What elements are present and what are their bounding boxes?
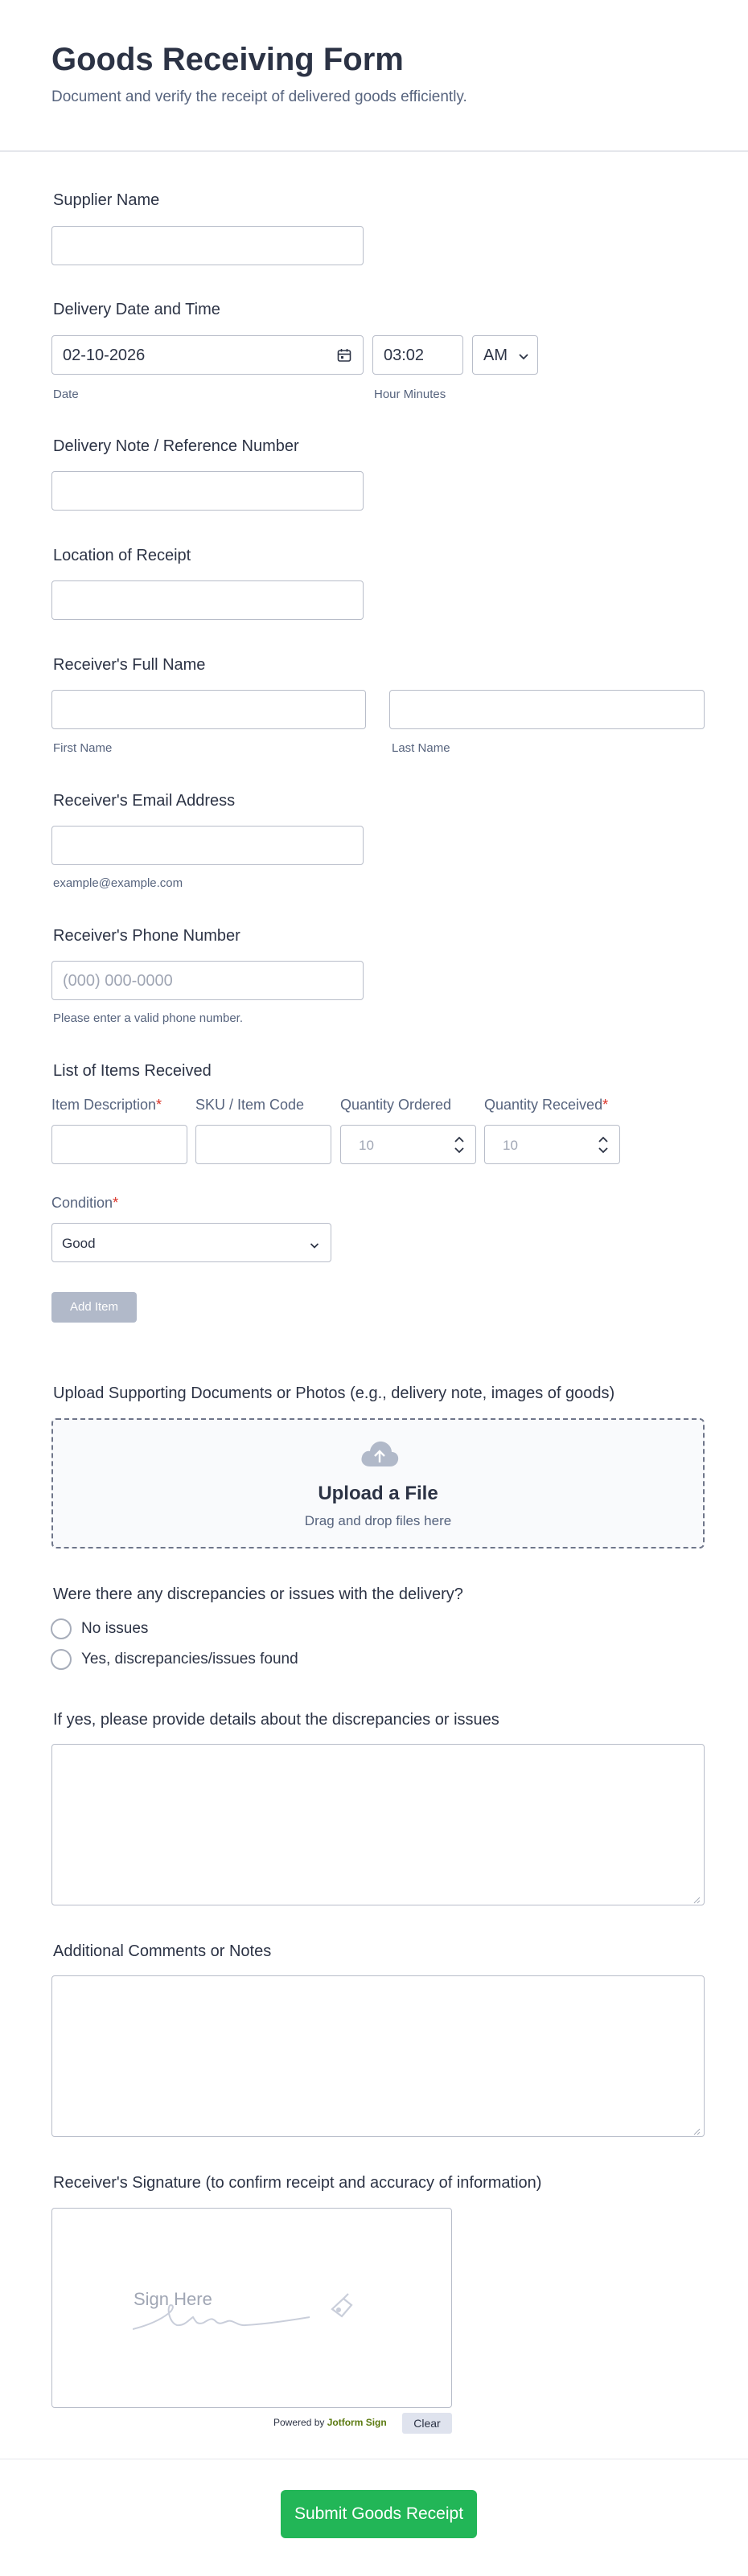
- required-asterisk: *: [113, 1195, 119, 1211]
- date-value: 02-10-2026: [63, 347, 146, 364]
- condition-value: Good: [62, 1236, 96, 1251]
- signature-label: Receiver's Signature (to confirm receipt and accuracy of information): [53, 2174, 542, 2192]
- cloud-upload-icon: [360, 1439, 400, 1472]
- add-item-button[interactable]: Add Item: [51, 1292, 137, 1323]
- item-description-input[interactable]: [51, 1125, 187, 1164]
- page-title: Goods Receiving Form: [51, 42, 404, 77]
- upload-hint: Drag and drop files here: [304, 1513, 452, 1528]
- qty-received-placeholder: 10: [503, 1138, 518, 1153]
- signature-scribble-icon: [133, 2281, 374, 2341]
- receiver-name-label: Receiver's Full Name: [53, 656, 206, 674]
- calendar-icon[interactable]: [337, 348, 351, 367]
- first-name-sublabel: First Name: [53, 741, 113, 755]
- stepper-icon[interactable]: [598, 1134, 609, 1160]
- date-input[interactable]: [51, 335, 364, 375]
- supplier-input[interactable]: [51, 226, 364, 265]
- last-name-input[interactable]: [389, 690, 705, 729]
- jotform-sign-logo: Jotform Sign: [327, 2417, 387, 2428]
- discrepancies-label: Were there any discrepancies or issues with the delivery?: [53, 1585, 463, 1603]
- ampm-select[interactable]: [472, 335, 538, 375]
- radio-yes-issues[interactable]: [51, 1649, 72, 1670]
- sku-input[interactable]: [195, 1125, 331, 1164]
- time-value: 03:02: [384, 347, 425, 364]
- upload-title: Upload a File: [318, 1483, 438, 1504]
- required-asterisk: *: [156, 1097, 162, 1113]
- condition-label: [51, 1195, 118, 1212]
- required-asterisk: *: [602, 1097, 609, 1113]
- resize-handle-icon[interactable]: [693, 1893, 701, 1908]
- condition-text: Condition: [51, 1195, 113, 1211]
- chevron-down-icon: [310, 1239, 319, 1253]
- comments-label: Additional Comments or Notes: [53, 1942, 272, 1960]
- powered-by-prefix: Powered by: [273, 2417, 325, 2428]
- radio-no-issues[interactable]: [51, 1618, 72, 1639]
- qty-received-header: [484, 1097, 608, 1114]
- phone-input[interactable]: [51, 961, 364, 1000]
- items-label: List of Items Received: [53, 1062, 212, 1080]
- supplier-label: Supplier Name: [53, 191, 160, 209]
- option-no-issues[interactable]: No issues: [81, 1620, 149, 1637]
- time-input[interactable]: [372, 335, 463, 375]
- upload-dropzone[interactable]: [51, 1418, 705, 1548]
- phone-placeholder: (000) 000-0000: [63, 972, 173, 990]
- option-yes-issues[interactable]: Yes, discrepancies/issues found: [81, 1651, 298, 1667]
- powered-by: [273, 2417, 387, 2428]
- details-label: If yes, please provide details about the discrepancies or issues: [53, 1711, 499, 1729]
- email-input[interactable]: [51, 826, 364, 865]
- qty-received-text: Quantity Received: [484, 1097, 603, 1113]
- signature-placeholder: Sign Here: [134, 2289, 212, 2309]
- last-name-sublabel: Last Name: [392, 741, 450, 755]
- clear-signature-button[interactable]: Clear: [402, 2413, 452, 2434]
- comments-textarea[interactable]: [51, 1975, 705, 2137]
- condition-select[interactable]: [51, 1223, 331, 1262]
- qty-ordered-header: Quantity Ordered: [340, 1097, 452, 1113]
- first-name-input[interactable]: [51, 690, 366, 729]
- reference-label: Delivery Note / Reference Number: [53, 437, 299, 455]
- location-label: Location of Receipt: [53, 547, 191, 564]
- phone-label: Receiver's Phone Number: [53, 927, 240, 945]
- resize-handle-icon[interactable]: [693, 2125, 701, 2139]
- item-description-text: Item Description: [51, 1097, 157, 1113]
- submit-button[interactable]: Submit Goods Receipt: [281, 2490, 477, 2538]
- signature-pad[interactable]: [51, 2208, 452, 2408]
- chevron-down-icon: [518, 351, 529, 365]
- time-sublabel: Hour Minutes: [374, 388, 446, 401]
- reference-input[interactable]: [51, 471, 364, 511]
- phone-sublabel: Please enter a valid phone number.: [53, 1011, 243, 1025]
- header-divider: [0, 150, 748, 152]
- qty-ordered-input[interactable]: [340, 1125, 476, 1164]
- qty-ordered-placeholder: 10: [359, 1138, 374, 1153]
- item-description-header: [51, 1097, 162, 1114]
- upload-label: Upload Supporting Documents or Photos (e.g., delivery note, images of goods): [53, 1384, 615, 1402]
- details-textarea[interactable]: [51, 1744, 705, 1905]
- date-sublabel: Date: [53, 388, 79, 401]
- location-input[interactable]: [51, 580, 364, 620]
- sku-header: SKU / Item Code: [195, 1097, 305, 1113]
- email-label: Receiver's Email Address: [53, 792, 236, 810]
- stepper-icon[interactable]: [454, 1134, 465, 1160]
- page-subtitle: Document and verify the receipt of delivered goods efficiently.: [51, 88, 467, 105]
- delivery-label: Delivery Date and Time: [53, 301, 220, 318]
- ampm-value: AM: [483, 347, 508, 364]
- email-sublabel: example@example.com: [53, 876, 183, 890]
- qty-received-input[interactable]: [484, 1125, 620, 1164]
